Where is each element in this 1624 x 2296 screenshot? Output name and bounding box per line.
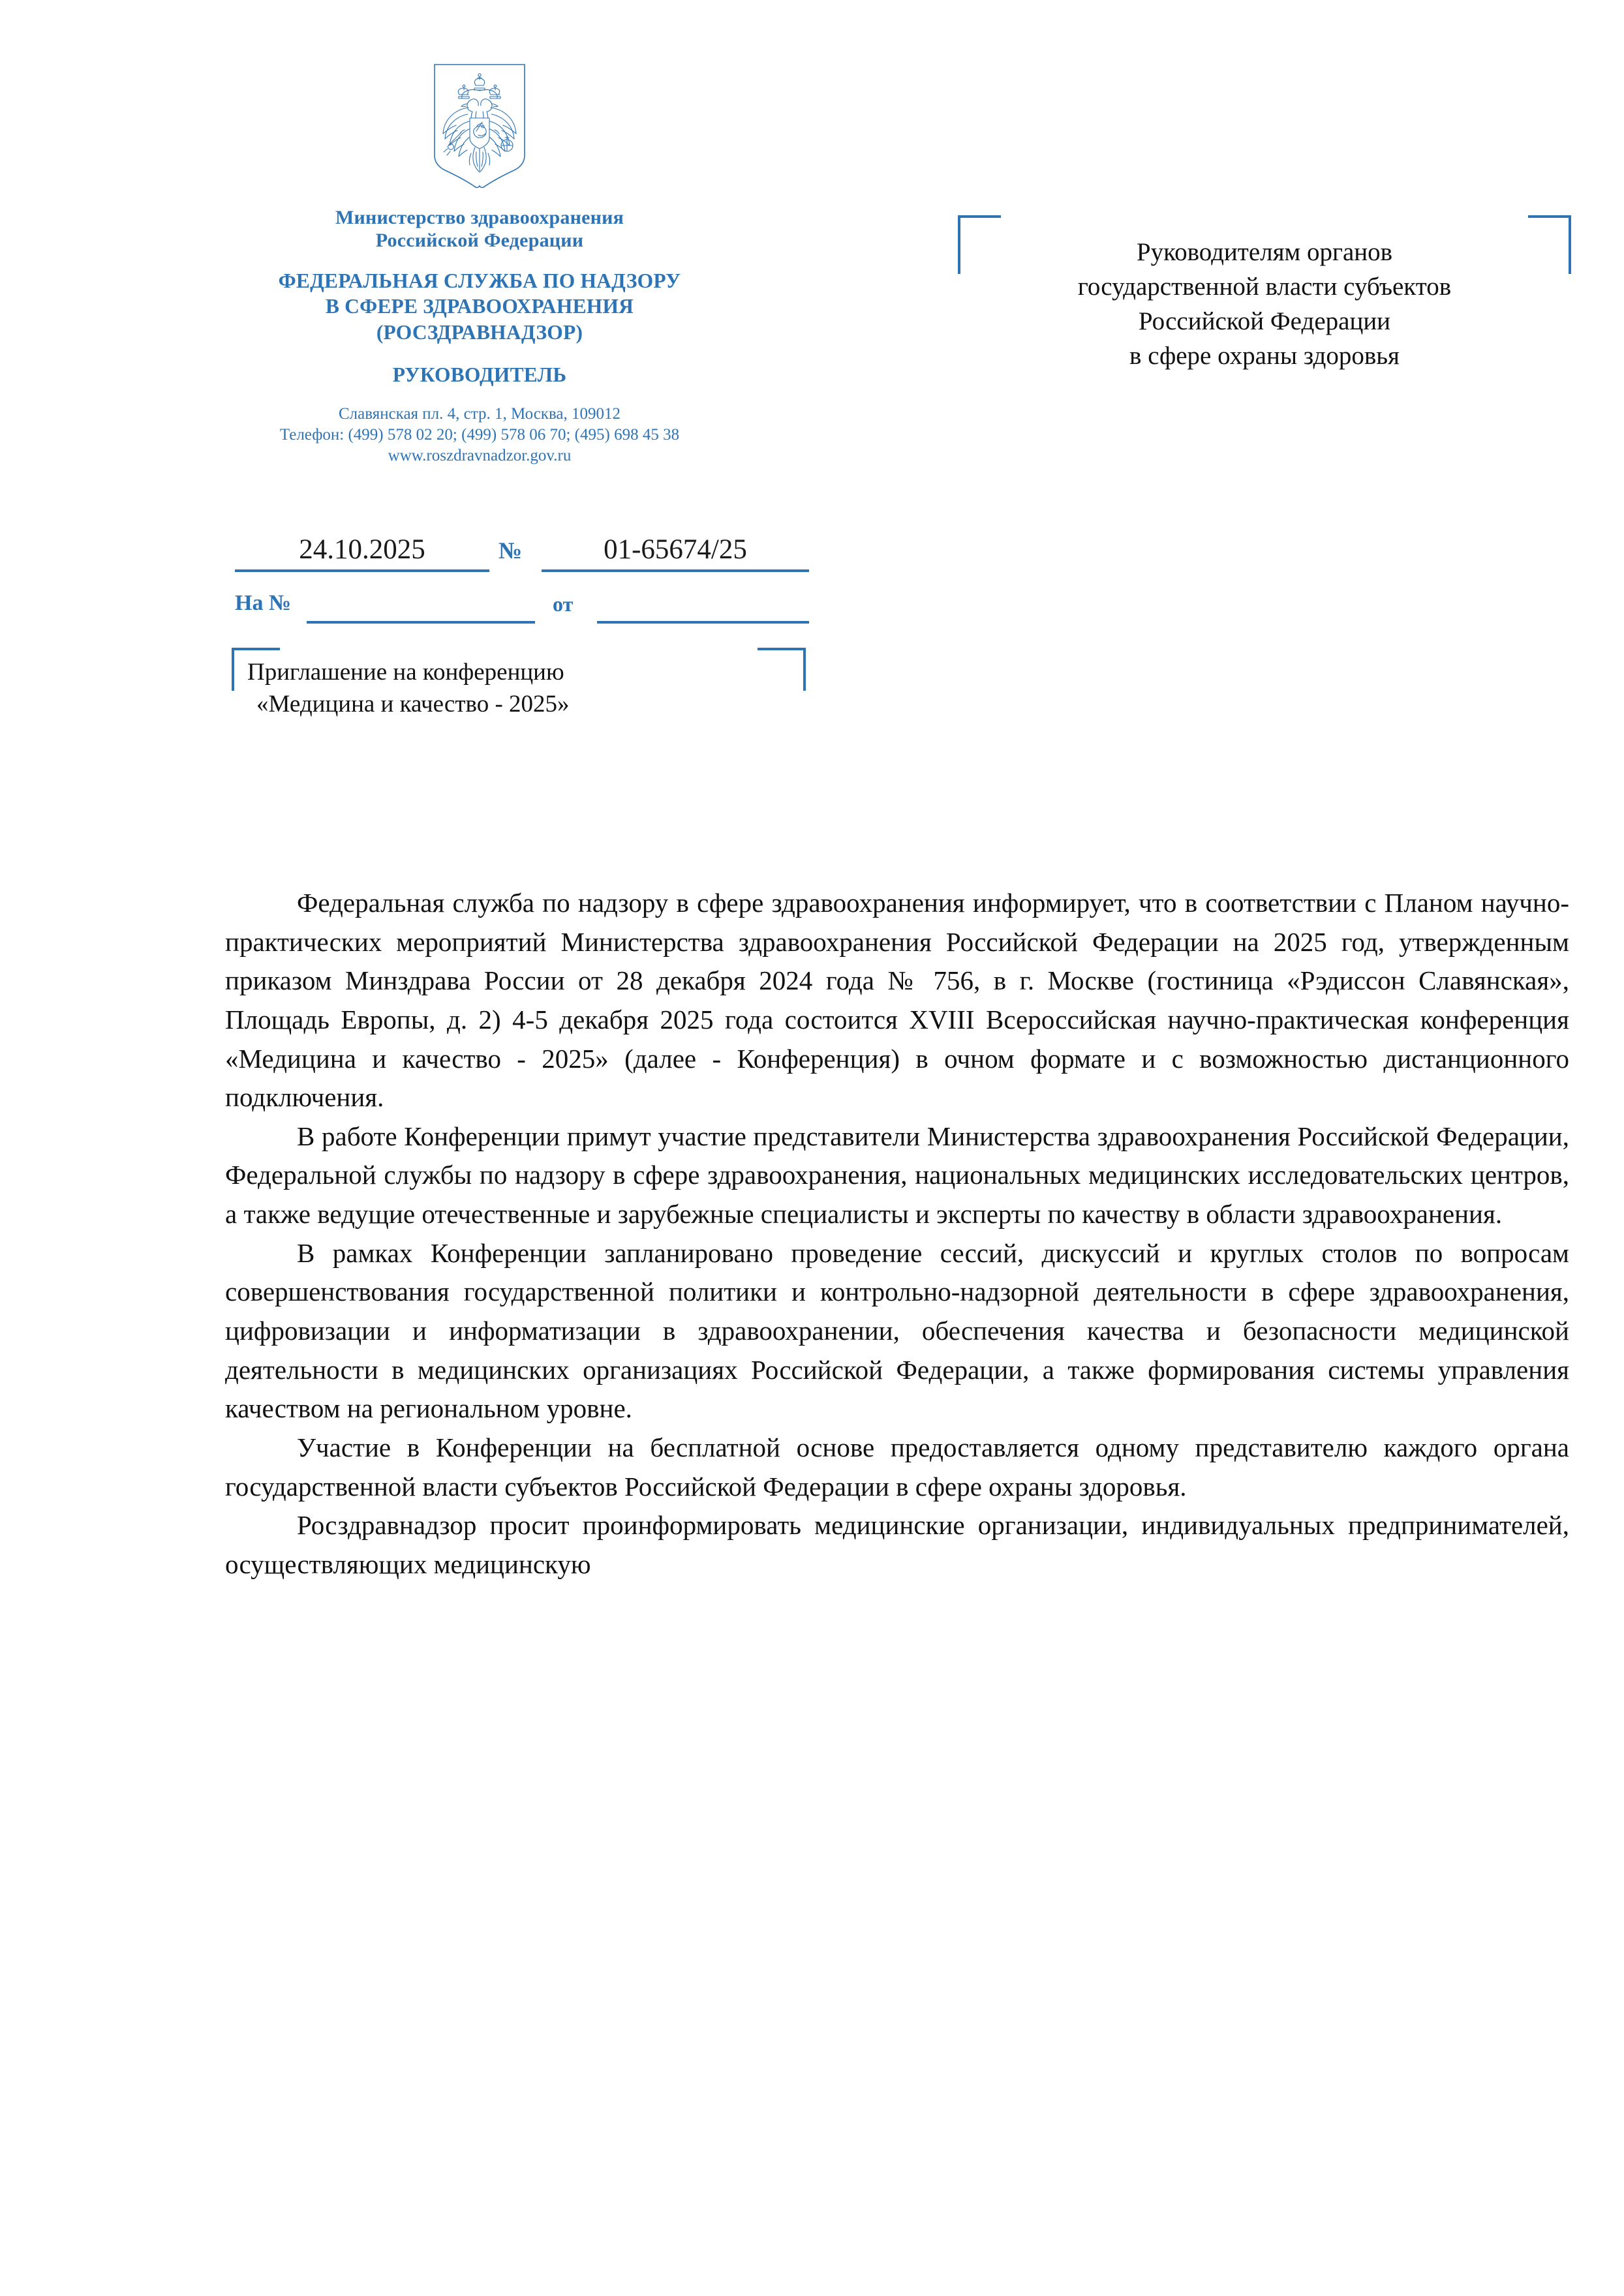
registration-number-field[interactable] <box>542 532 809 572</box>
document-body <box>225 884 1569 1584</box>
service-name-line-2: В СФЕРЕ ЗДРАВООХРАНЕНИЯ <box>325 295 634 318</box>
addressee-line-2: государственной власти субъектов <box>1077 273 1452 301</box>
reference-number-label: На № <box>235 591 292 615</box>
reference-row <box>235 587 809 625</box>
registration-date-value: 24.10.2025 <box>299 534 425 565</box>
official-post: РУКОВОДИТЕЛЬ <box>392 363 567 386</box>
body-paragraph: Федеральная служба по надзору в сфере здравоохранения информирует, что в соответствии с Планом научно-практических мероприятий Министерства здравоохранения Российской Федерации на 2025 год, утвержденным приказом Минздрава России от 28 декабря 2024 года № 756, в г. Москве (гостиница «Рэдиссон Славянская», Площадь Европы, д. 2) 4-5 декабря 2025 года состоится XVIII Всероссийская научно-практическая конференция «Медицина и качество - 2025» (далее - Конференция) в очном формате и с возможностью дистанционного подключения. <box>225 888 1569 1113</box>
postal-address: Славянская пл. 4, стр. 1, Москва, 109012 <box>338 404 621 423</box>
phone-numbers: Телефон: (499) 578 02 20; (499) 578 06 70; (495) 698 45 38 <box>279 425 680 444</box>
addressee-line-3: Российской Федерации <box>1138 307 1391 336</box>
subject-block <box>232 648 806 721</box>
ministry-name <box>232 206 728 252</box>
body-paragraph: В рамках Конференции запланировано проведение сессий, дискуссий и круглых столов по вопросам совершенствования государственной политики и контрольно-надзорной деятельности в сфере здравоохранения, цифровизации и информатизации в здравоохранении, обеспечения качества и безопасности медицинской деятельности в медицинских организациях Российской Федерации, а также формирования системы управления качеством на региональном уровне. <box>225 1237 1569 1424</box>
body-paragraph: Участие в Конференции на бесплатной основе предоставляется одному представителю каждого органа государственной власти субъектов Российской Федерации в сфере охраны здоровья. <box>225 1432 1569 1502</box>
registration-number-label: № <box>498 537 523 564</box>
addressee-corner-bracket-top-left-icon <box>958 215 1001 274</box>
addressee-line-1: Руководителям органов <box>1136 238 1393 266</box>
addressee-line-4: в сфере охраны здоровья <box>1129 342 1400 370</box>
addressee-text <box>958 235 1571 373</box>
letterhead <box>232 62 728 466</box>
reference-number-field[interactable] <box>307 587 535 624</box>
ministry-name-line-2: Российской Федерации <box>375 230 584 252</box>
registration-number-value: 01-65674/25 <box>604 534 747 565</box>
service-name-line-3: (РОСЗДРАВНАДЗОР) <box>376 320 583 344</box>
contact-details <box>232 404 728 466</box>
subject-line-2: «Медицина и качество - 2025» <box>256 690 570 718</box>
reference-date-field[interactable] <box>597 587 809 624</box>
subject-text <box>247 657 806 721</box>
website-url[interactable]: www.roszdravnadzor.gov.ru <box>388 446 572 464</box>
subject-line-1: Приглашение на конференцию <box>247 659 564 686</box>
russian-federation-coat-of-arms-icon <box>431 62 529 189</box>
addressee-corner-bracket-top-right-icon <box>1528 215 1571 274</box>
ministry-name-line-1: Министерство здравоохранения <box>335 207 624 228</box>
addressee-block <box>958 215 1571 373</box>
service-name <box>232 268 728 345</box>
body-paragraph: Росздравнадзор просит проинформировать медицинские организации, индивидуальных предпринимателей, осуществляющих медицинскую <box>225 1510 1569 1579</box>
corner-bracket-top-left-icon <box>232 648 280 691</box>
body-paragraph: В работе Конференции примут участие представители Министерства здравоохранения Российской Федерации, Федеральной службы по надзору в сфере здравоохранения, национальных медицинских исследовательских центров, а также ведущие отечественные и зарубежные специалисты и эксперты по качеству в области здравоохранения. <box>225 1121 1569 1230</box>
corner-bracket-top-right-icon <box>758 648 806 691</box>
registration-date-field[interactable] <box>235 532 489 572</box>
service-name-line-1: ФЕДЕРАЛЬНАЯ СЛУЖБА ПО НАДЗОРУ <box>278 269 681 292</box>
reference-date-label: от <box>553 592 574 616</box>
registration-row <box>235 532 809 572</box>
